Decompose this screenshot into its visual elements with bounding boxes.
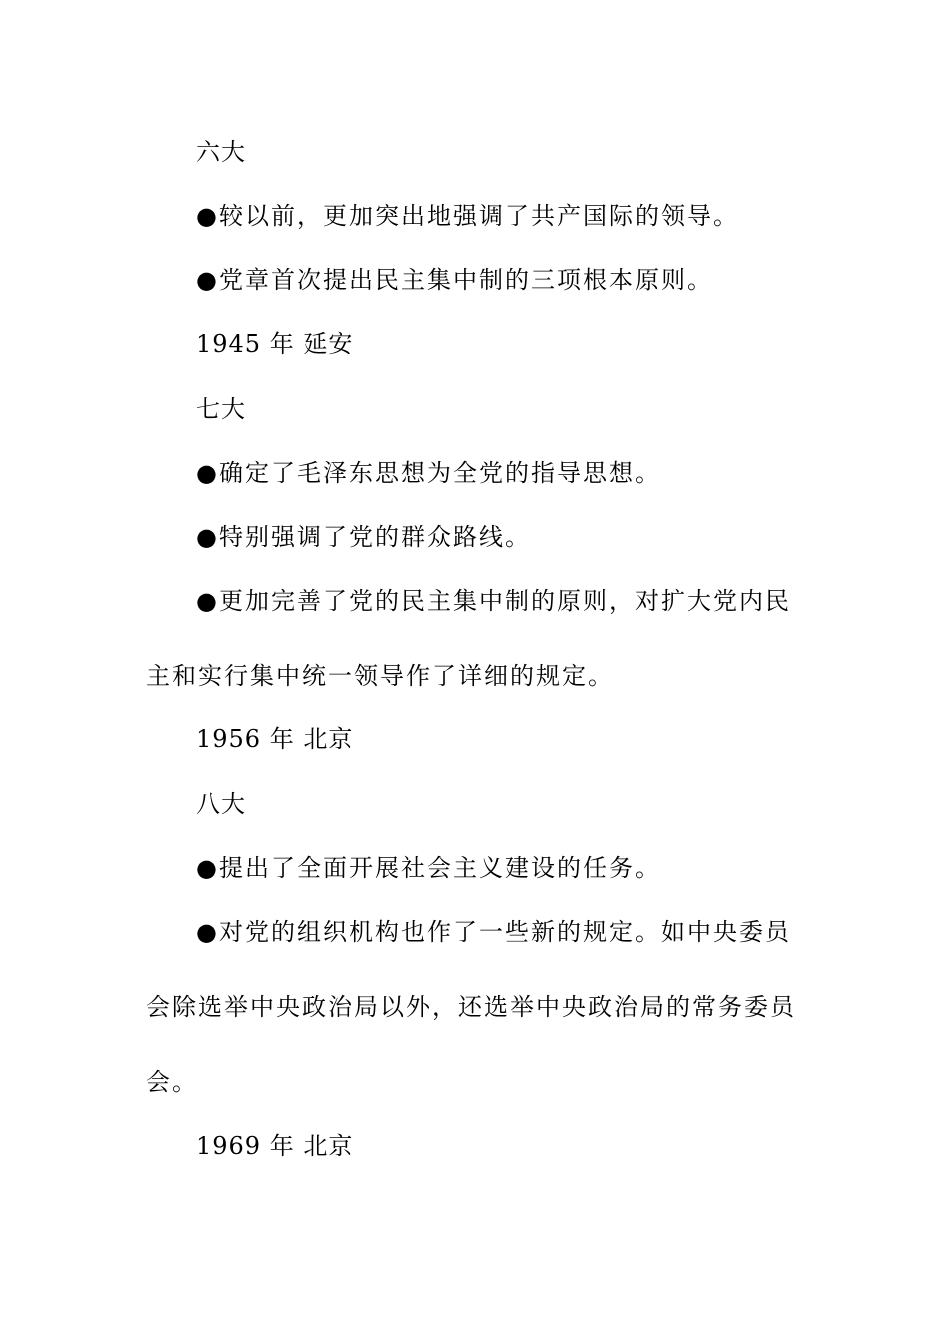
year-location-heading: 1945 年 延安: [196, 330, 354, 358]
bullet-text: ●更加完善了党的民主集中制的原则，对扩大党内民: [196, 587, 791, 615]
paragraph-continuation: 会。: [146, 1068, 198, 1096]
paragraph-continuation: 主和实行集中统一领导作了详细的规定。: [146, 662, 614, 690]
bullet-text: ●对党的组织机构也作了一些新的规定。如中央委员: [196, 918, 791, 946]
congress-heading-7: 七大: [196, 395, 246, 423]
congress-heading-8: 八大: [196, 790, 246, 818]
paragraph-continuation: 会除选举中央政治局以外，还选举中央政治局的常务委员: [146, 993, 796, 1021]
year-location-heading: 1956 年 北京: [196, 725, 354, 753]
congress-heading-6: 六大: [196, 138, 246, 166]
bullet-text: ●特别强调了党的群众路线。: [196, 523, 531, 551]
bullet-text: ●确定了毛泽东思想为全党的指导思想。: [196, 459, 661, 487]
bullet-text: ●较以前，更加突出地强调了共产国际的领导。: [196, 202, 739, 230]
year-location-heading: 1969 年 北京: [196, 1132, 354, 1160]
bullet-text: ●党章首次提出民主集中制的三项根本原则。: [196, 266, 713, 294]
bullet-text: ●提出了全面开展社会主义建设的任务。: [196, 854, 661, 882]
